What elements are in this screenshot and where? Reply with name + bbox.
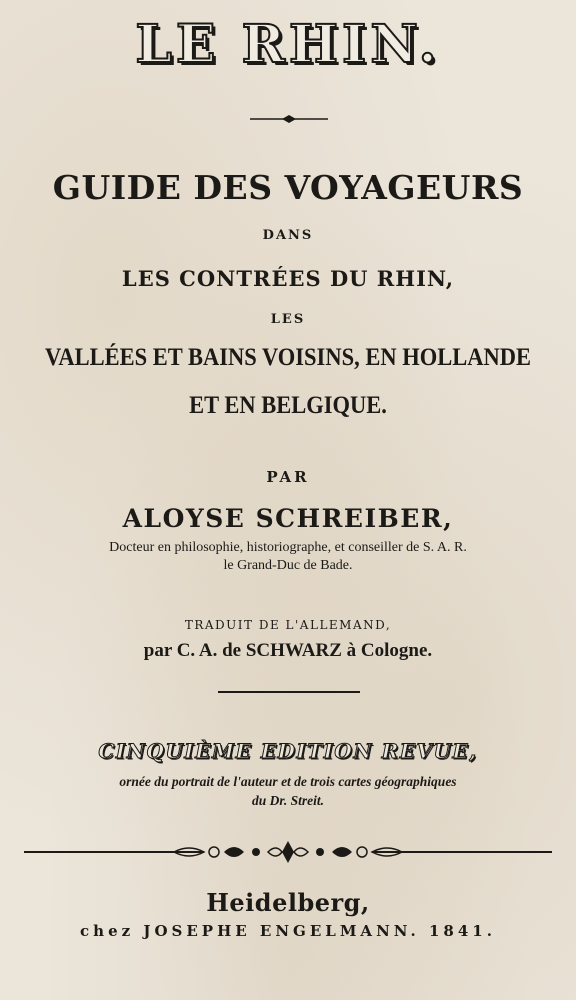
translator-name: par C. A. de SCHWARZ à Cologne. bbox=[143, 640, 433, 661]
divider-rule bbox=[218, 691, 360, 693]
translation-label: TRADUIT DE L'ALLEMAND, bbox=[184, 618, 392, 632]
subtitle-dans: DANS bbox=[262, 228, 314, 243]
subtitle-guide: GUIDE DES VOYAGEURS bbox=[52, 168, 524, 207]
subtitle-les: LES bbox=[270, 312, 306, 327]
imprint-publisher: chez JOSEPHE ENGELMANN. 1841. bbox=[80, 922, 496, 940]
subtitle-vallees: VALLÉES ET BAINS VOISINS, EN HOLLANDE bbox=[45, 344, 531, 371]
small-ornamental-rule bbox=[250, 112, 328, 126]
author-credentials-1: Docteur en philosophie, historiographe, et conseiller de S. A. R. bbox=[109, 540, 467, 555]
author-credentials-2: le Grand-Duc de Bade. bbox=[223, 558, 353, 573]
subtitle-belgique: ET EN BELGIQUE. bbox=[189, 392, 387, 419]
subtitle-contrees: LES CONTRÉES DU RHIN, bbox=[121, 266, 455, 291]
author-par: PAR bbox=[266, 468, 310, 486]
edition-details-1: ornée du portrait de l'auteur et de trois cartes géographiques bbox=[119, 774, 457, 789]
edition-label: CINQUIÈME EDITION REVUE, bbox=[98, 739, 478, 763]
imprint-city: Heidelberg, bbox=[206, 888, 370, 917]
author-name: ALOYSE SCHREIBER, bbox=[122, 504, 454, 533]
decorative-ornament bbox=[24, 838, 552, 866]
edition-details-2: du Dr. Streit. bbox=[251, 793, 325, 808]
book-title: LE RHIN. bbox=[135, 14, 441, 75]
